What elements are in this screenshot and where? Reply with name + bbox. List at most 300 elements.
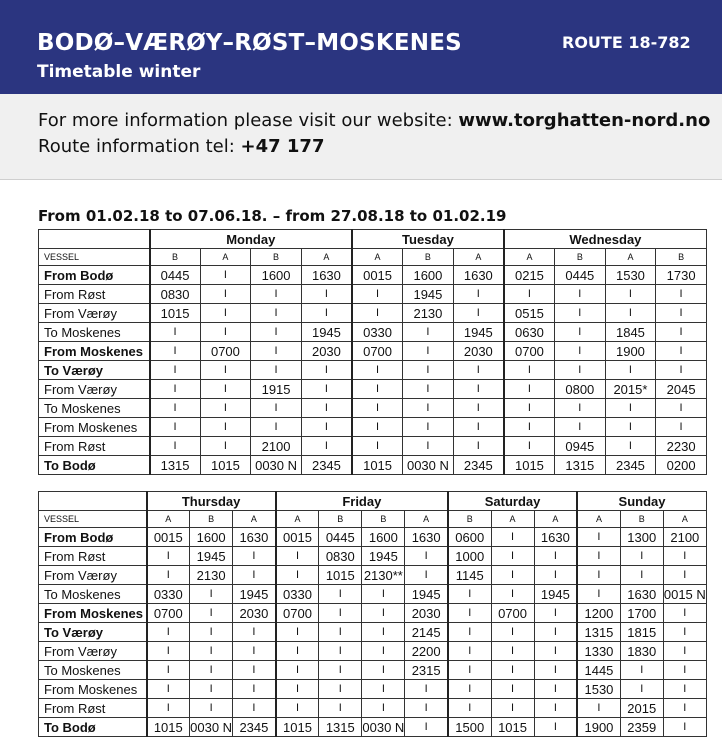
schedule-row <box>39 456 707 475</box>
schedule-row <box>39 342 707 361</box>
departure-time: I <box>352 399 403 418</box>
departure-time: I <box>190 680 233 699</box>
departure-time: 1945 <box>405 585 448 604</box>
departure-time: I <box>301 380 352 399</box>
departure-time: I <box>656 342 707 361</box>
departure-time: 0015 <box>352 266 403 285</box>
departure-time: I <box>403 418 454 437</box>
departure-time: I <box>656 418 707 437</box>
stop-label: From Røst <box>39 437 150 456</box>
vessel-code: B <box>251 249 302 266</box>
stop-label: To Værøy <box>39 623 147 642</box>
departure-time: 0515 <box>504 304 555 323</box>
departure-time: I <box>491 699 534 718</box>
timetable-subtitle: Timetable winter <box>37 62 201 82</box>
departure-time: I <box>301 418 352 437</box>
departure-time: I <box>233 680 276 699</box>
departure-time: 2015 <box>620 699 663 718</box>
departure-time: I <box>504 399 555 418</box>
departure-time: I <box>147 623 190 642</box>
departure-time: 0445 <box>319 528 362 547</box>
vessel-code: A <box>453 249 504 266</box>
departure-time: I <box>147 661 190 680</box>
departure-time: I <box>605 304 656 323</box>
departure-time: I <box>352 437 403 456</box>
day-header-row <box>39 492 707 511</box>
vessel-code: B <box>319 511 362 528</box>
departure-time: 0700 <box>147 604 190 623</box>
departure-time: I <box>251 361 302 380</box>
departure-time: 2045 <box>656 380 707 399</box>
stop-label: From Røst <box>39 285 150 304</box>
departure-time: 0330 <box>276 585 319 604</box>
departure-time: 1945 <box>403 285 454 304</box>
vessel-code: B <box>555 249 606 266</box>
departure-time: I <box>200 380 251 399</box>
departure-time: 2030 <box>453 342 504 361</box>
departure-time: 0330 <box>147 585 190 604</box>
stop-label: From Værøy <box>39 642 147 661</box>
website-link[interactable]: www.torghatten-nord.no <box>458 110 711 131</box>
departure-time: I <box>491 642 534 661</box>
departure-time: I <box>251 342 302 361</box>
departure-time: 0830 <box>150 285 201 304</box>
departure-time: I <box>276 699 319 718</box>
departure-time: I <box>362 661 405 680</box>
departure-time: I <box>403 342 454 361</box>
departure-time: I <box>620 680 663 699</box>
vessel-row <box>39 249 707 266</box>
schedule-row <box>39 566 707 585</box>
departure-time: 2345 <box>301 456 352 475</box>
departure-time: 0700 <box>276 604 319 623</box>
departure-time: I <box>403 361 454 380</box>
vessel-code: A <box>504 249 555 266</box>
stop-label: From Moskenes <box>39 342 150 361</box>
departure-time: I <box>200 285 251 304</box>
vessel-code: B <box>448 511 491 528</box>
departure-time: I <box>233 699 276 718</box>
vessel-code: A <box>577 511 620 528</box>
departure-time: 1945 <box>301 323 352 342</box>
departure-time: I <box>534 661 577 680</box>
departure-time: I <box>319 642 362 661</box>
departure-time: I <box>663 642 706 661</box>
departure-time: 2359 <box>620 718 663 737</box>
departure-time: 1015 <box>504 456 555 475</box>
departure-time: 1630 <box>405 528 448 547</box>
departure-time: 1945 <box>453 323 504 342</box>
departure-time: 1630 <box>233 528 276 547</box>
schedule-row <box>39 380 707 399</box>
departure-time: I <box>448 585 491 604</box>
departure-time: I <box>403 437 454 456</box>
departure-time: 1630 <box>453 266 504 285</box>
phone-line <box>38 136 324 157</box>
corner-cell <box>39 230 150 249</box>
day-header: Friday <box>276 492 448 511</box>
departure-time: I <box>663 566 706 585</box>
stop-label: From Værøy <box>39 566 147 585</box>
departure-time: 0015 <box>147 528 190 547</box>
departure-time: I <box>276 661 319 680</box>
schedule-row <box>39 699 707 718</box>
departure-time: I <box>362 680 405 699</box>
departure-time: 2345 <box>605 456 656 475</box>
departure-time: I <box>150 418 201 437</box>
stop-label: From Bodø <box>39 266 150 285</box>
departure-time: 1915 <box>251 380 302 399</box>
departure-time: 1315 <box>577 623 620 642</box>
departure-time: 1015 <box>352 456 403 475</box>
schedule-row <box>39 604 707 623</box>
departure-time: I <box>605 418 656 437</box>
day-header: Monday <box>150 230 353 249</box>
departure-time: 1900 <box>577 718 620 737</box>
departure-time: I <box>362 585 405 604</box>
stop-label: To Værøy <box>39 361 150 380</box>
departure-time: 1200 <box>577 604 620 623</box>
vessel-code: A <box>534 511 577 528</box>
departure-time: 0030 N <box>190 719 233 735</box>
vessel-label: VESSEL <box>39 249 150 266</box>
departure-time: 2100 <box>663 528 706 547</box>
departure-time: 1830 <box>620 642 663 661</box>
info-box <box>0 94 722 180</box>
schedule-row <box>39 680 707 699</box>
day-header-row <box>39 230 707 249</box>
departure-time: I <box>453 437 504 456</box>
departure-time: 0030 N <box>251 456 302 475</box>
departure-time: I <box>534 699 577 718</box>
departure-time: I <box>352 285 403 304</box>
vessel-code: A <box>147 511 190 528</box>
departure-time: 1900 <box>605 342 656 361</box>
stop-label: From Røst <box>39 547 147 566</box>
departure-time: I <box>233 623 276 642</box>
departure-time: I <box>663 604 706 623</box>
departure-time: 1945 <box>190 547 233 566</box>
day-header: Saturday <box>448 492 577 511</box>
departure-time: I <box>352 418 403 437</box>
departure-time: 1630 <box>534 528 577 547</box>
schedule-row <box>39 718 707 737</box>
departure-time: I <box>403 380 454 399</box>
departure-time: I <box>301 399 352 418</box>
day-header: Thursday <box>147 492 276 511</box>
departure-time: I <box>577 585 620 604</box>
departure-time: I <box>352 380 403 399</box>
departure-time: 1015 <box>200 456 251 475</box>
departure-time: 0700 <box>491 604 534 623</box>
departure-time: I <box>577 528 620 547</box>
stop-label: From Bodø <box>39 528 147 547</box>
departure-time: I <box>448 642 491 661</box>
stop-label: From Røst <box>39 699 147 718</box>
departure-time: I <box>605 437 656 456</box>
departure-time: I <box>200 399 251 418</box>
departure-time: 1330 <box>577 642 620 661</box>
departure-time: I <box>491 585 534 604</box>
departure-time: I <box>233 642 276 661</box>
departure-time: I <box>491 566 534 585</box>
departure-time: I <box>577 566 620 585</box>
departure-time: 0030 N <box>362 719 405 735</box>
departure-time: I <box>200 323 251 342</box>
vessel-code: A <box>491 511 534 528</box>
departure-time: I <box>200 266 251 285</box>
schedule-row <box>39 437 707 456</box>
departure-time: I <box>405 699 448 718</box>
departure-time: I <box>147 680 190 699</box>
departure-time: 2030 <box>301 342 352 361</box>
departure-time: I <box>405 547 448 566</box>
departure-time: 1945 <box>233 585 276 604</box>
vessel-code: B <box>190 511 233 528</box>
departure-time: I <box>605 399 656 418</box>
departure-time: I <box>352 361 403 380</box>
departure-time: I <box>605 285 656 304</box>
departure-time: I <box>656 361 707 380</box>
departure-time: I <box>656 323 707 342</box>
departure-time: I <box>448 604 491 623</box>
departure-time: 1315 <box>555 456 606 475</box>
departure-time: I <box>200 361 251 380</box>
departure-time: I <box>147 699 190 718</box>
departure-time: 1500 <box>448 718 491 737</box>
departure-time: I <box>663 623 706 642</box>
departure-time: I <box>405 718 448 737</box>
departure-time: 0030 N <box>403 456 454 475</box>
departure-time: 2030 <box>233 604 276 623</box>
departure-time: I <box>403 399 454 418</box>
departure-time: 1315 <box>150 456 201 475</box>
departure-time: I <box>352 304 403 323</box>
departure-time: 2100 <box>251 437 302 456</box>
departure-time: I <box>491 661 534 680</box>
departure-time: I <box>301 361 352 380</box>
departure-time: I <box>301 304 352 323</box>
departure-time: I <box>448 623 491 642</box>
vessel-code: B <box>150 249 201 266</box>
departure-time: I <box>453 304 504 323</box>
departure-time: I <box>656 285 707 304</box>
stop-label: To Bodø <box>39 456 150 475</box>
schedule-row <box>39 418 707 437</box>
schedule-row <box>39 285 707 304</box>
route-title: BODØ–VÆRØY–RØST–MOSKENES <box>37 30 462 56</box>
departure-time: I <box>362 642 405 661</box>
day-header: Sunday <box>577 492 706 511</box>
schedule-row <box>39 661 707 680</box>
departure-time: I <box>276 623 319 642</box>
departure-time: 0015 <box>276 528 319 547</box>
departure-time: I <box>200 304 251 323</box>
departure-time: I <box>453 399 504 418</box>
departure-time: 0700 <box>200 342 251 361</box>
departure-time: 1530 <box>605 266 656 285</box>
departure-time: I <box>150 342 201 361</box>
departure-time: I <box>190 585 233 604</box>
website-line <box>38 110 710 131</box>
departure-time: I <box>534 642 577 661</box>
departure-time: I <box>319 604 362 623</box>
departure-time: 0330 <box>352 323 403 342</box>
departure-time: 1000 <box>448 547 491 566</box>
stop-label: To Moskenes <box>39 323 150 342</box>
departure-time: 1015 <box>147 718 190 737</box>
timetable-thursday-sunday <box>38 491 707 737</box>
departure-time: 2230 <box>656 437 707 456</box>
vessel-code: B <box>620 511 663 528</box>
departure-time: I <box>663 661 706 680</box>
departure-time: I <box>504 418 555 437</box>
vessel-code: B <box>362 511 405 528</box>
departure-time: 2345 <box>453 456 504 475</box>
departure-time: I <box>147 547 190 566</box>
departure-time: 1315 <box>319 718 362 737</box>
departure-time: I <box>555 323 606 342</box>
stop-label: To Bodø <box>39 718 147 737</box>
departure-time: 1600 <box>403 266 454 285</box>
departure-time: 1600 <box>251 266 302 285</box>
vessel-code: A <box>605 249 656 266</box>
stop-label: To Moskenes <box>39 661 147 680</box>
departure-time: I <box>663 547 706 566</box>
timetable-monday-wednesday <box>38 229 707 475</box>
departure-time: 1015 <box>491 718 534 737</box>
departure-time: 1015 <box>319 566 362 585</box>
departure-time: I <box>319 699 362 718</box>
departure-time: 1730 <box>656 266 707 285</box>
vessel-code: A <box>276 511 319 528</box>
website-line-label: For more information please visit our website: <box>38 110 459 131</box>
departure-time: I <box>491 528 534 547</box>
departure-time: I <box>534 718 577 737</box>
departure-time: I <box>577 547 620 566</box>
departure-time: 1945 <box>534 585 577 604</box>
departure-time: I <box>534 623 577 642</box>
departure-time: 0445 <box>555 266 606 285</box>
departure-time: I <box>453 361 504 380</box>
schedule-row <box>39 304 707 323</box>
departure-time: 1945 <box>362 547 405 566</box>
stop-label: From Moskenes <box>39 604 147 623</box>
departure-time: I <box>150 437 201 456</box>
departure-time: I <box>251 418 302 437</box>
vessel-code: A <box>200 249 251 266</box>
departure-time: I <box>190 642 233 661</box>
departure-time: 0700 <box>352 342 403 361</box>
departure-time: I <box>663 680 706 699</box>
departure-time: I <box>656 304 707 323</box>
phone-number[interactable]: +47 177 <box>240 136 325 157</box>
departure-time: I <box>233 661 276 680</box>
departure-time: I <box>448 680 491 699</box>
schedule-row <box>39 623 707 642</box>
departure-time: I <box>319 661 362 680</box>
vessel-row <box>39 511 707 528</box>
departure-time: 0800 <box>555 380 606 399</box>
departure-time: I <box>504 437 555 456</box>
departure-time: I <box>405 680 448 699</box>
departure-time: I <box>491 623 534 642</box>
departure-time: 1600 <box>190 528 233 547</box>
departure-time: I <box>150 380 201 399</box>
departure-time: 1845 <box>605 323 656 342</box>
departure-time: I <box>190 623 233 642</box>
departure-time: I <box>504 361 555 380</box>
departure-time: I <box>448 661 491 680</box>
vessel-code: A <box>352 249 403 266</box>
departure-time: 1815 <box>620 623 663 642</box>
departure-time: I <box>190 604 233 623</box>
departure-time: I <box>453 285 504 304</box>
departure-time: 0200 <box>656 456 707 475</box>
departure-time: I <box>620 547 663 566</box>
departure-time: 0445 <box>150 266 201 285</box>
departure-time: I <box>301 285 352 304</box>
departure-time: I <box>276 566 319 585</box>
departure-time: I <box>448 699 491 718</box>
departure-time: 0945 <box>555 437 606 456</box>
header-banner <box>0 0 722 94</box>
departure-time: I <box>491 680 534 699</box>
stop-label: From Værøy <box>39 304 150 323</box>
departure-time: I <box>150 323 201 342</box>
vessel-code: B <box>656 249 707 266</box>
vessel-code: B <box>403 249 454 266</box>
day-header: Wednesday <box>504 230 707 249</box>
departure-time: 2315 <box>405 661 448 680</box>
departure-time: I <box>663 699 706 718</box>
departure-time: 2130 <box>403 304 454 323</box>
schedule-row <box>39 528 707 547</box>
route-number: ROUTE 18-782 <box>562 33 691 52</box>
vessel-code: A <box>405 511 448 528</box>
departure-time: I <box>534 604 577 623</box>
validity-period: From 01.02.18 to 07.06.18. – from 27.08.18 to 01.02.19 <box>38 207 507 225</box>
stop-label: To Moskenes <box>39 585 147 604</box>
departure-time: I <box>276 680 319 699</box>
schedule-row <box>39 399 707 418</box>
vessel-label: VESSEL <box>39 511 147 528</box>
departure-time: 1445 <box>577 661 620 680</box>
departure-time: 1700 <box>620 604 663 623</box>
schedule-row <box>39 547 707 566</box>
departure-time: 1145 <box>448 566 491 585</box>
departure-time: I <box>504 380 555 399</box>
departure-time: I <box>534 566 577 585</box>
departure-time: I <box>656 399 707 418</box>
departure-time: 1015 <box>150 304 201 323</box>
departure-time: I <box>555 285 606 304</box>
departure-time: I <box>605 361 656 380</box>
stop-label: From Moskenes <box>39 418 150 437</box>
departure-time: I <box>319 680 362 699</box>
departure-time: I <box>577 699 620 718</box>
departure-time: 0600 <box>448 528 491 547</box>
departure-time: I <box>251 323 302 342</box>
departure-time: I <box>319 585 362 604</box>
schedule-row <box>39 585 707 604</box>
departure-time: I <box>555 361 606 380</box>
day-header: Tuesday <box>352 230 504 249</box>
departure-time: 2130 <box>190 566 233 585</box>
departure-time: 2030 <box>405 604 448 623</box>
stop-label: From Værøy <box>39 380 150 399</box>
departure-time: I <box>233 547 276 566</box>
